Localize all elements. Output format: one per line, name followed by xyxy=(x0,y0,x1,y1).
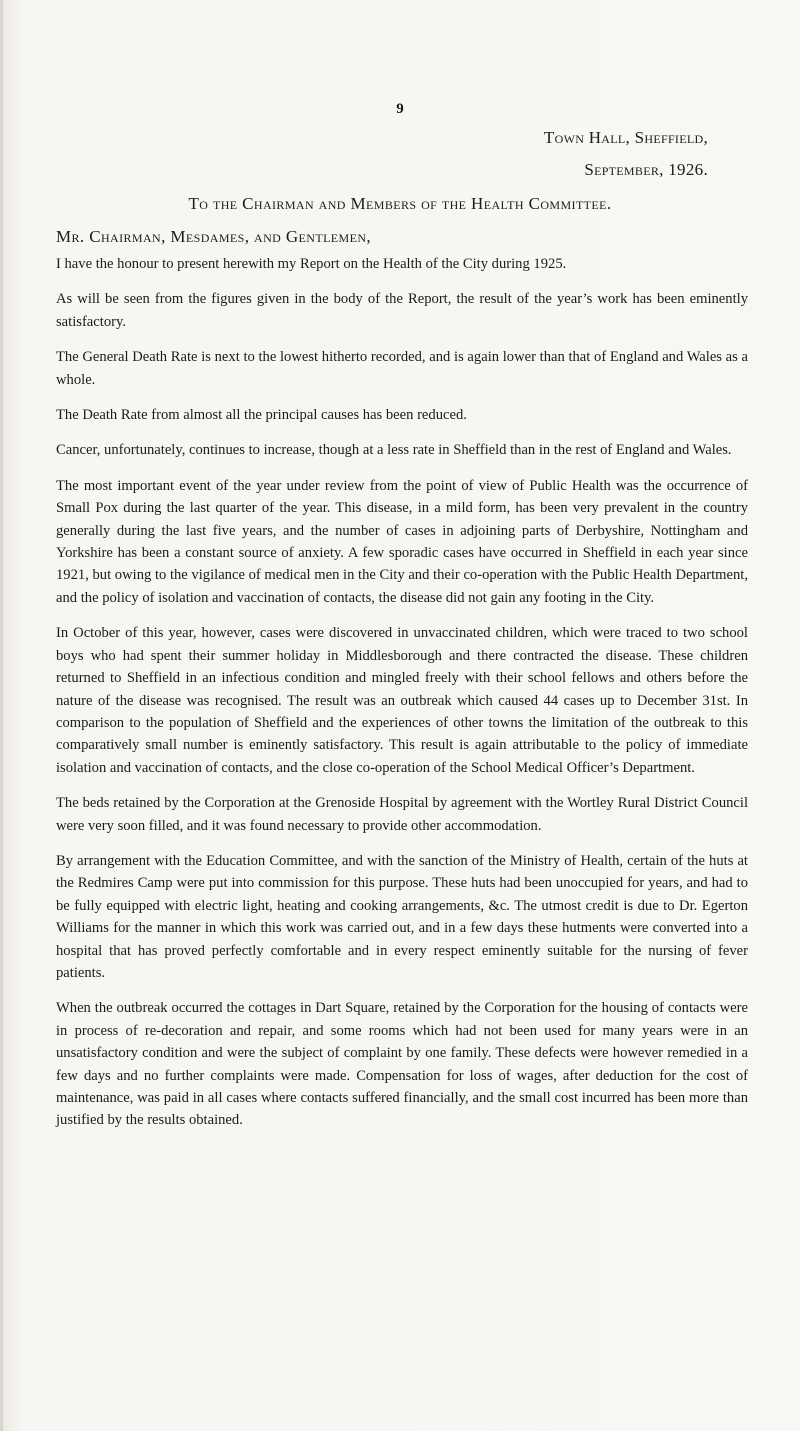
paragraph-report-presentation: I have the honour to present herewith my Report on the Health of the City during 1925. xyxy=(56,256,567,272)
salutation: Mr. Chairman, Mesdames, and Gentlemen, xyxy=(56,227,372,246)
page-edge-shadow xyxy=(0,0,3,1431)
address-line-1: Town Hall, Sheffield, xyxy=(543,128,708,147)
paragraph-principal-causes: The Death Rate from almost all the principal causes has been reduced. xyxy=(56,407,467,424)
paragraph-outbreak: In October of this year, however, cases were discovered in unvaccinated children, which were traced to two school boys who had spent their summer holiday in Middlesborough and there contracted the disease. These children returned to Sheffield in an infectious condition and mingled freely with their school fellows and others before the nature of the disease was recognised. The result was an outbreak which caused 44 cases up to December 31st. In comparison to the population of Sheffield and the experiences of other towns the limitation of the outbreak to this comparatively small number is eminently satisfactory. This result is again attributable to the policy of immediate isolation and vaccination of contacts, and the close co-operation of the School Medical Officer’s Department. xyxy=(56,625,748,776)
addressee-line: To the Chairman and Members of the Health Committee. xyxy=(188,194,612,213)
letter-body xyxy=(56,253,748,1145)
paragraph-cancer: Cancer, unfortunately, continues to increase, though at a less rate in Sheffield than in the rest of England and Wales. xyxy=(56,442,732,459)
paragraph-dart-square: When the outbreak occurred the cottages in Dart Square, retained by the Corporation for the housing of contacts were in process of re-decoration and repair, and some rooms which had not been used for many years were in an unsatisfactory condition and were the subject of complaint by one family. These defects were however remedied in a few days and no further complaints were made. Compensation for loss of wages, after deduction for the cost of maintenance, was paid in all cases where contacts suffered financially, and the small cost incurred has been more than justified by the results obtained. xyxy=(56,1000,748,1129)
paragraph-grenoside-hospital: The beds retained by the Corporation at the Grenoside Hospital by agreement with the Wortley Rural District Council were very soon filled, and it was found necessary to provide other accommodation. xyxy=(56,795,748,834)
address-date: September, 1926. xyxy=(584,160,708,179)
paragraph-year-result: As will be seen from the figures given in the body of the Report, the result of the year’s work has been eminently satisfactory. xyxy=(56,291,748,330)
page-number: 9 xyxy=(396,101,404,117)
paragraph-small-pox: The most important event of the year under review from the point of view of Public Health was the occurrence of Small Pox during the last quarter of the year. This disease, in a mild form, has been very prevalent in the country generally during the last five years, and the number of cases in adjoining parts of Derbyshire, Nottingham and Yorkshire has been a constant source of anxiety. A few sporadic cases have occurred in Sheffield in each year since 1921, but owing to the vigilance of medical men in the City and their co-operation with the Public Health Department, and the policy of isolation and vaccination of contacts, the disease did not gain any footing in the City. xyxy=(56,477,748,606)
paragraph-redmires-camp: By arrangement with the Education Committee, and with the sanction of the Ministry of Health, certain of the huts at the Redmires Camp were put into commission for this purpose. These huts had been unoccupied for years, and had to be fully equipped with electric light, heating and cooking arrangements, &c. The utmost credit is due to Dr. Egerton Williams for the manner in which this work was carried out, and in a few days these hutments were converted into a hospital that has proved perfectly comfortable and in every respect eminently suitable for the nursing of fever patients. xyxy=(56,852,748,981)
paragraph-death-rate: The General Death Rate is next to the lowest hitherto recorded, and is again lower than that of England and Wales as a whole. xyxy=(56,349,748,388)
